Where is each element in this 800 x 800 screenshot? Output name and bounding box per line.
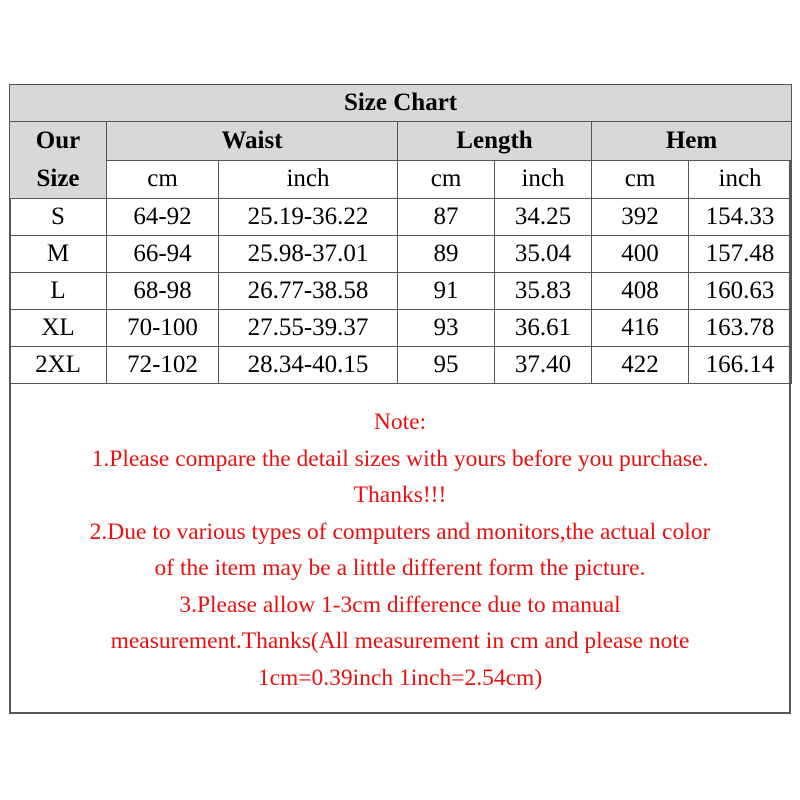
unit-waist-cm: cm [107, 160, 219, 199]
hem-inch: 157.48 [689, 236, 792, 273]
note-line: Thanks!!! [353, 482, 447, 508]
our-size-line2: Size [36, 165, 80, 192]
length-inch: 35.04 [495, 236, 592, 273]
note-heading: Note: [373, 409, 427, 435]
waist-cm: 72-102 [107, 347, 219, 384]
length-inch: 37.40 [495, 347, 592, 384]
note-line: 3.Please allow 1-3cm difference due to manual [179, 591, 621, 618]
note-line: 2.Due to various types of computers and monitors,the actual color [89, 518, 711, 545]
table-row [10, 199, 792, 236]
hem-inch: 166.14 [689, 347, 792, 384]
length-cm: 91 [398, 273, 495, 310]
size-label: 2XL [10, 347, 107, 384]
hem-cm: 422 [592, 347, 689, 384]
length-inch: 34.25 [495, 199, 592, 236]
waist-cm: 66-94 [107, 236, 219, 273]
unit-hem-cm: cm [592, 160, 689, 199]
size-label: L [10, 273, 107, 310]
waist-inch: 25.98-37.01 [219, 236, 398, 273]
hem-header: Hem [592, 122, 792, 161]
unit-length-inch: inch [495, 160, 592, 199]
hem-inch: 163.78 [689, 310, 792, 347]
our-size-header [10, 122, 107, 199]
waist-inch: 28.34-40.15 [219, 347, 398, 384]
size-label: M [10, 236, 107, 273]
waist-cm: 68-98 [107, 273, 219, 310]
unit-header-row [10, 160, 792, 199]
waist-inch: 25.19-36.22 [219, 199, 398, 236]
length-cm: 89 [398, 236, 495, 273]
table-row [10, 236, 792, 273]
title-row [10, 85, 792, 122]
group-header-row [10, 122, 792, 161]
size-label: S [10, 199, 107, 236]
hem-cm: 408 [592, 273, 689, 310]
our-size-line1: Our [35, 127, 81, 154]
length-cm: 87 [398, 199, 495, 236]
size-chart-table [9, 84, 792, 384]
note-line: of the item may be a little different form the picture. [154, 555, 646, 581]
hem-inch: 154.33 [689, 199, 792, 236]
note-line: measurement.Thanks(All measurement in cm and please note [110, 628, 690, 654]
length-cm: 95 [398, 347, 495, 384]
waist-header: Waist [107, 122, 398, 161]
waist-inch: 27.55-39.37 [219, 310, 398, 347]
waist-cm: 64-92 [107, 199, 219, 236]
unit-hem-inch: inch [689, 160, 792, 199]
table-row [10, 347, 792, 384]
hem-inch: 160.63 [689, 273, 792, 310]
notes-block [11, 404, 789, 696]
waist-cm: 70-100 [107, 310, 219, 347]
unit-waist-inch: inch [219, 160, 398, 199]
table-row [10, 273, 792, 310]
length-cm: 93 [398, 310, 495, 347]
size-label: XL [10, 310, 107, 347]
note-line: 1.Please compare the detail sizes with yours before you purchase. [91, 445, 709, 472]
length-inch: 36.61 [495, 310, 592, 347]
hem-cm: 400 [592, 236, 689, 273]
hem-cm: 416 [592, 310, 689, 347]
waist-inch: 26.77-38.58 [219, 273, 398, 310]
hem-cm: 392 [592, 199, 689, 236]
chart-title: Size Chart [10, 85, 792, 122]
note-line: 1cm=0.39inch 1inch=2.54cm) [257, 664, 543, 691]
length-header: Length [398, 122, 592, 161]
table-row [10, 310, 792, 347]
length-inch: 35.83 [495, 273, 592, 310]
unit-length-cm: cm [398, 160, 495, 199]
